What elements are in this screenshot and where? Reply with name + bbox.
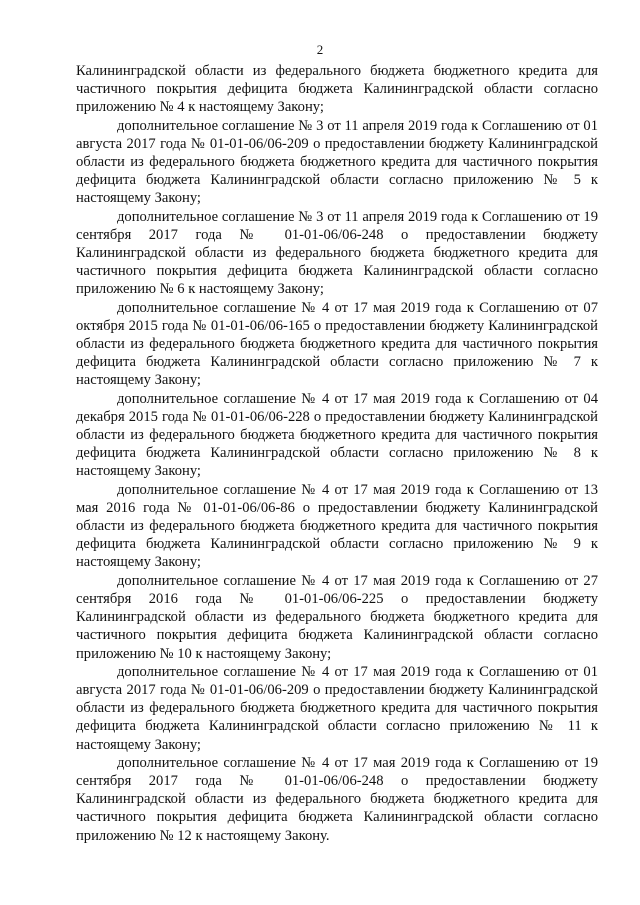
paragraph-continuation: Калининградской области из федерального бюджета бюджетного кредита для частичного покрытия дефицита бюджета Калининградской области согласно приложению № 4 к настоящему Закону; [76,63,598,116]
paragraph-agreement-annex-11: дополнительное соглашение № 4 от 17 мая 2019 года к Соглашению от 01 августа 2017 года № 01-01-06/06-209 о предоставлении бюджету Калининградской области из федерального бюджета бюджетного кредита для частичного покрытия дефицита бюджета Калининградской области согласно приложению № 11 к настоящему Закону; [76,663,598,753]
paragraph-agreement-annex-6: дополнительное соглашение № 3 от 11 апреля 2019 года к Соглашению от 19 сентября 2017 года № 01-01-06/06-248 о предоставлении бюджету Калининградской области из федерального бюджета бюджетного кредита для частичного покрытия дефицита бюджета Калининградской области согласно приложению № 6 к настоящему Закону; [76,208,598,298]
paragraph-agreement-annex-10: дополнительное соглашение № 4 от 17 мая 2019 года к Соглашению от 27 сентября 2016 года № 01-01-06/06-225 о предоставлении бюджету Калининградской области из федерального бюджета бюджетного кредита для частичного покрытия дефицита бюджета Калининградской области согласно приложению № 10 к настоящему Закону; [76,572,598,662]
paragraph-agreement-annex-8: дополнительное соглашение № 4 от 17 мая 2019 года к Соглашению от 04 декабря 2015 года № 01-01-06/06-228 о предоставлении бюджету Калининградской области из федерального бюджета бюджетного кредита для частичного покрытия дефицита бюджета Калининградской области согласно приложению № 8 к настоящему Закону; [76,390,598,480]
paragraph-agreement-annex-5: дополнительное соглашение № 3 от 11 апреля 2019 года к Соглашению от 01 августа 2017 года № 01-01-06/06-209 о предоставлении бюджету Калининградской области из федерального бюджета бюджетного кредита для частичного покрытия дефицита бюджета Калининградской области согласно приложению № 5 к настоящему Закону; [76,117,598,207]
paragraph-agreement-annex-12: дополнительное соглашение № 4 от 17 мая 2019 года к Соглашению от 19 сентября 2017 года № 01-01-06/06-248 о предоставлении бюджету Калининградской области из федерального бюджета бюджетного кредита для частичного покрытия дефицита бюджета Калининградской области согласно приложению № 12 к настоящему Закону. [76,754,598,844]
page-number: 2 [316,42,324,57]
paragraph-agreement-annex-7: дополнительное соглашение № 4 от 17 мая 2019 года к Соглашению от 07 октября 2015 года № 01-01-06/06-165 о предоставлении бюджету Калининградской области из федерального бюджета бюджетного кредита для частичного покрытия дефицита бюджета Калининградской области согласно приложению № 7 к настоящему Закону; [76,299,598,389]
document-body [76,62,598,845]
paragraph-agreement-annex-9: дополнительное соглашение № 4 от 17 мая 2019 года к Соглашению от 13 мая 2016 года № 01-01-06/06-86 о предоставлении бюджету Калининградской области из федерального бюджета бюджетного кредита для частичного покрытия дефицита бюджета Калининградской области согласно приложению № 9 к настоящему Закону; [76,481,598,571]
